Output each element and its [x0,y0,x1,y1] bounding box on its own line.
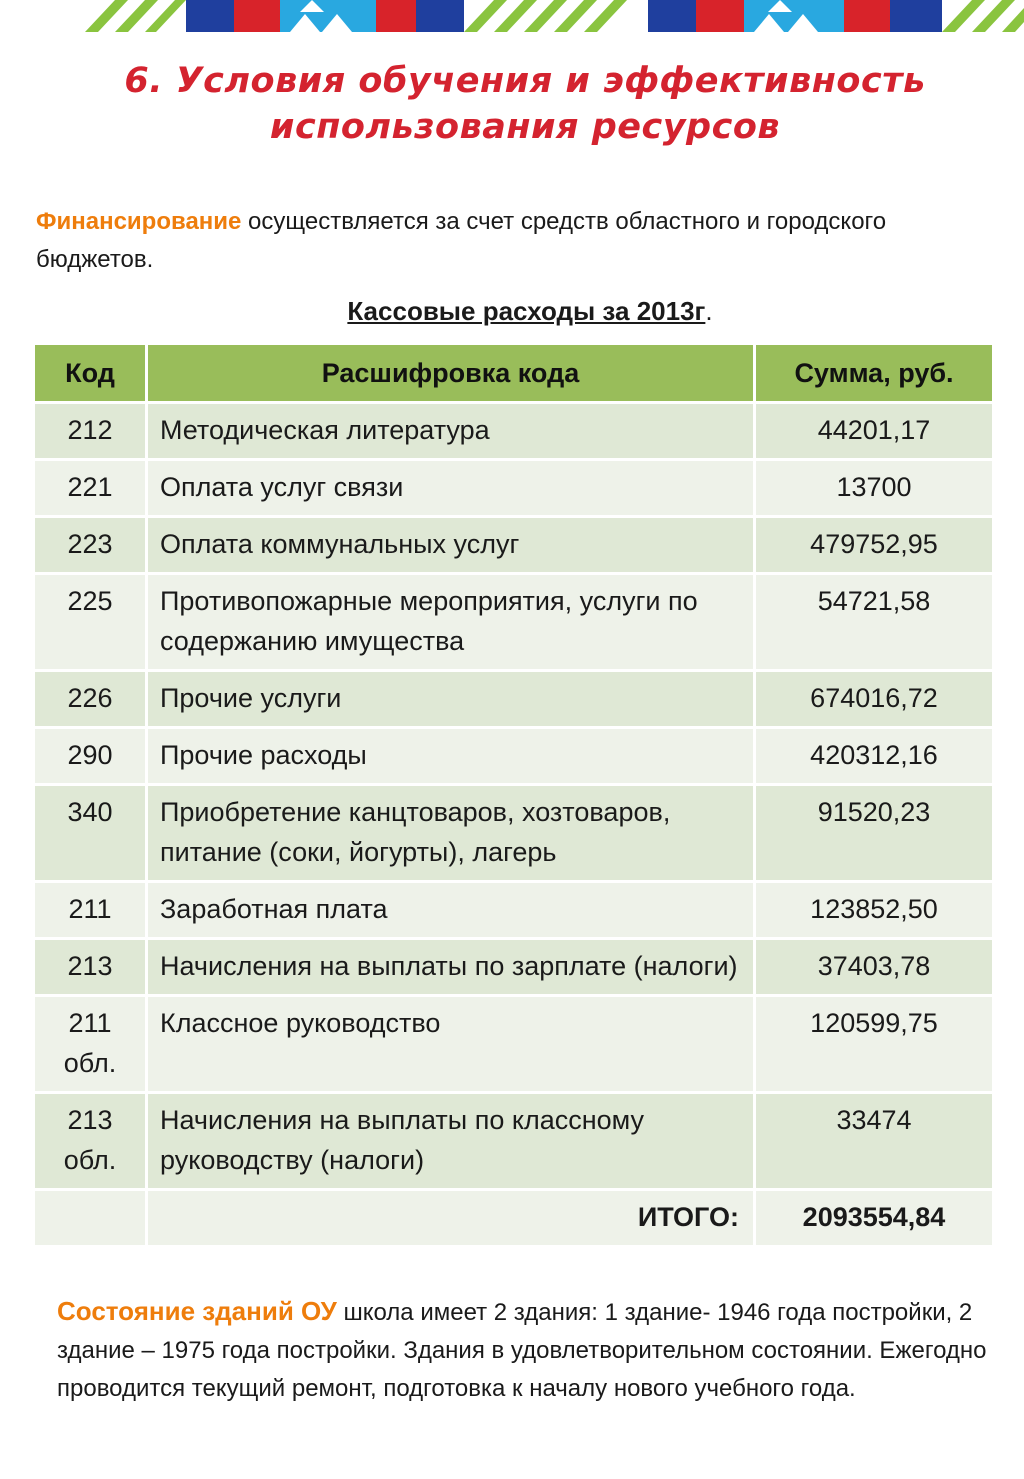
total-label: ИТОГО: [147,1190,755,1247]
page-title-line-2: использования ресурсов [269,107,781,147]
table-total-row [34,1190,994,1247]
row-description: Оплата коммунальных услуг [147,517,755,574]
buildings-text: школа имеет 2 здания: 1 здание- 1946 года постройки, 2 здание – 1975 года постройки. Здания в удовлетворительном состоянии. Ежегодно проводится текущий ремонт, подготовка к началу нового учебного года. [57,1299,987,1402]
row-sum: 479752,95 [755,517,994,574]
row-sum: 420312,16 [755,728,994,785]
row-description: Прочие услуги [147,671,755,728]
table-caption-suffix: . [705,296,713,326]
row-description: Начисления на выплаты по зарплате (налоги) [147,939,755,996]
row-code: 290 [34,728,147,785]
table-row [34,996,994,1093]
table-row [34,1093,994,1190]
row-sum: 37403,78 [755,939,994,996]
row-description: Оплата услуг связи [147,460,755,517]
row-description: Классное руководство [147,996,755,1093]
total-value: 2093554,84 [755,1190,994,1247]
table-row [34,460,994,517]
row-code: 213 обл. [34,1093,147,1190]
page-title [0,58,1024,150]
row-code: 211 [34,882,147,939]
row-description: Противопожарные мероприятия, услуги по содержанию имущества [147,574,755,671]
row-sum: 120599,75 [755,996,994,1093]
table-row [34,517,994,574]
row-code: 226 [34,671,147,728]
table-row [34,728,994,785]
buildings-paragraph [57,1292,1002,1408]
row-description: Заработная плата [147,882,755,939]
row-code: 223 [34,517,147,574]
row-sum: 123852,50 [755,882,994,939]
row-sum: 33474 [755,1093,994,1190]
row-description: Начисления на выплаты по классному руководству (налоги) [147,1093,755,1190]
row-code: 225 [34,574,147,671]
table-row [34,785,994,882]
row-sum: 54721,58 [755,574,994,671]
table-caption [0,292,1024,330]
row-sum: 44201,17 [755,403,994,460]
table-row [34,574,994,671]
table-row [34,882,994,939]
row-description: Приобретение канцтоваров, хозтоваров, питание (соки, йогурты), лагерь [147,785,755,882]
table-row [34,403,994,460]
table-row [34,671,994,728]
financing-paragraph [36,203,996,279]
row-sum: 13700 [755,460,994,517]
row-description: Прочие расходы [147,728,755,785]
financing-text: осуществляется за счет средств областного и городского бюджетов. [36,208,887,273]
row-sum: 91520,23 [755,785,994,882]
financing-lead: Финансирование [36,208,242,235]
buildings-lead: Состояние зданий ОУ [57,1296,337,1326]
table-caption-text: Кассовые расходы за 2013г [347,296,706,326]
row-code: 212 [34,403,147,460]
row-code: 221 [34,460,147,517]
header-description: Расшифровка кода [147,344,755,403]
row-code: 211 обл. [34,996,147,1093]
row-code: 213 [34,939,147,996]
header-sum: Сумма, руб. [755,344,994,403]
table-header-row [34,344,994,403]
header-code: Код [34,344,147,403]
total-empty-cell [34,1190,147,1247]
row-code: 340 [34,785,147,882]
row-sum: 674016,72 [755,671,994,728]
decorative-banner [0,0,1024,32]
page-title-line-1: 6. Условия обучения и эффективность [124,61,926,101]
row-description: Методическая литература [147,403,755,460]
table-row [34,939,994,996]
expenses-table [32,342,995,1248]
